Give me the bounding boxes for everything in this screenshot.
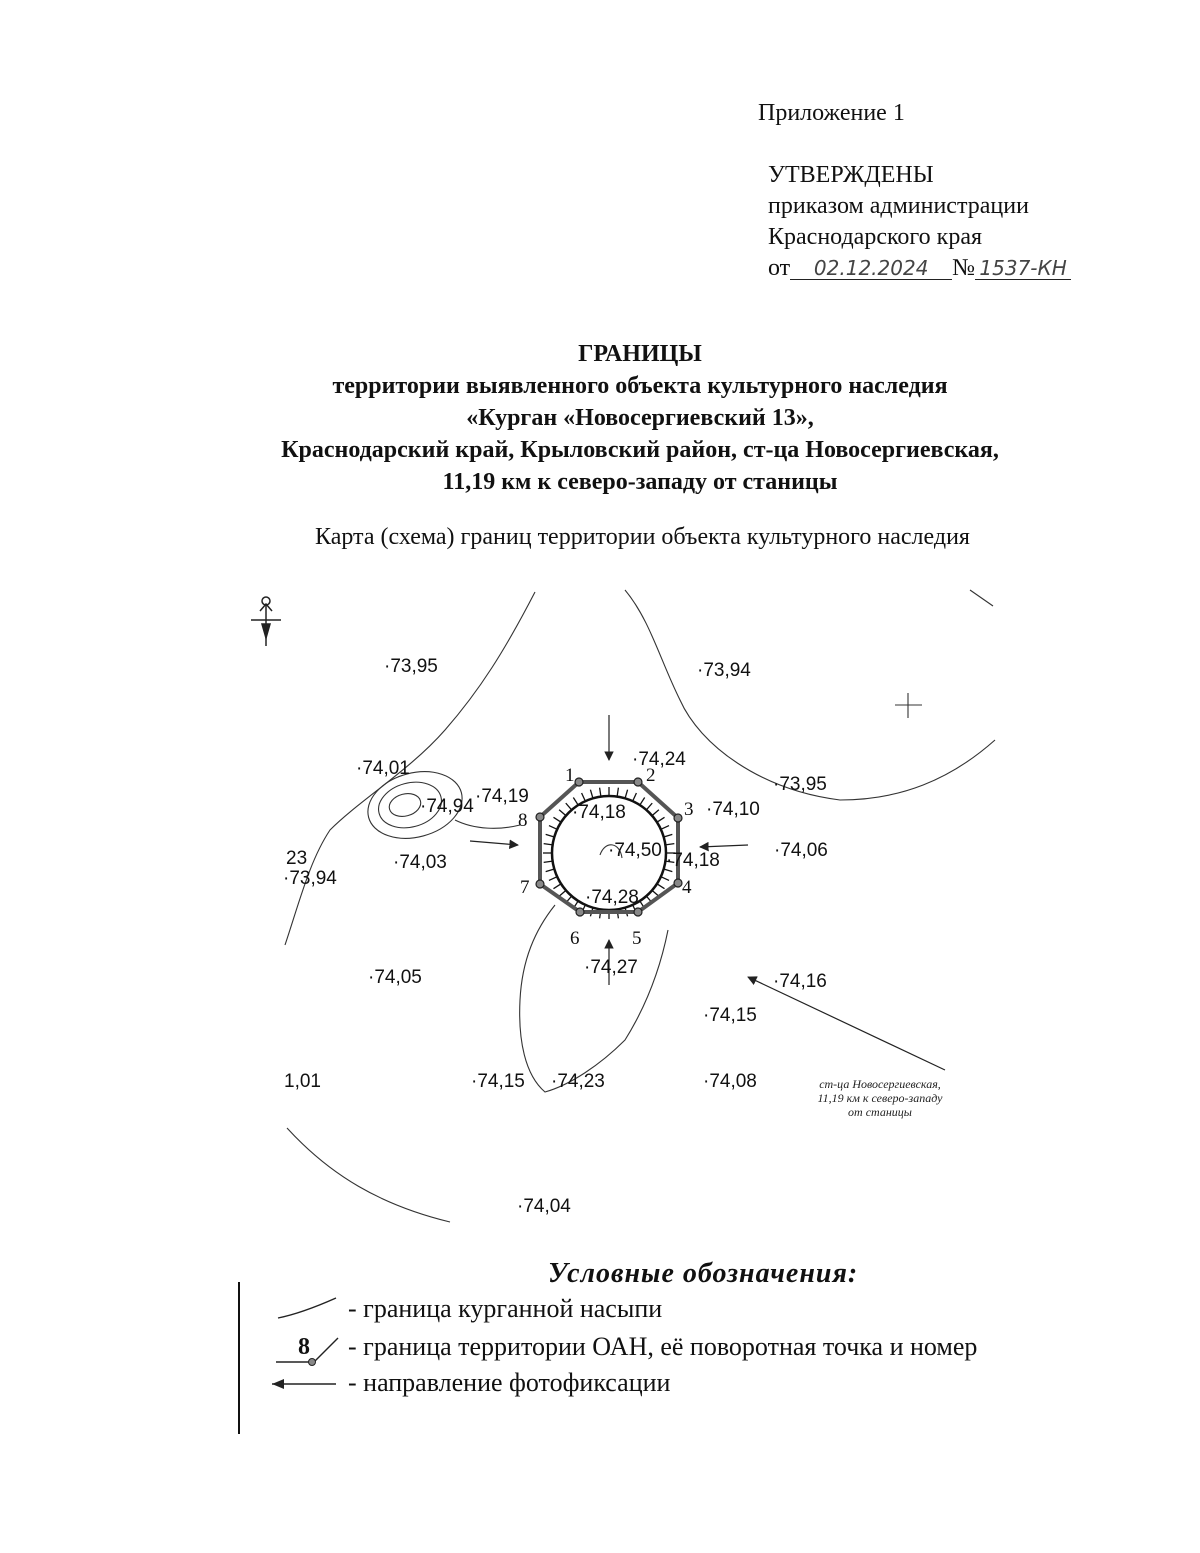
- hachure-tick: [664, 834, 673, 837]
- approval-order: приказом администрации: [768, 193, 1029, 219]
- elevation-label: ·74,28: [585, 887, 639, 908]
- elevation-label: ·74,04: [517, 1196, 571, 1217]
- approval-block: [768, 160, 1071, 284]
- elevation-label: ·74,15: [703, 1005, 757, 1026]
- boundary-point-number: 1: [565, 765, 575, 786]
- elevation-label: ·74,23: [551, 1071, 605, 1092]
- legend-divider: [238, 1282, 240, 1434]
- boundary-point-number: 4: [682, 877, 692, 898]
- location-note-line: ст-ца Новосергиевская,: [819, 1077, 941, 1091]
- boundary-point-number: 3: [684, 799, 694, 820]
- legend-item-label: - граница территории ОАН, её поворотная точка и номер: [348, 1332, 978, 1361]
- elevation-label: ·74,08: [703, 1071, 757, 1092]
- elevation-label: ·74,05: [368, 967, 422, 988]
- appendix-label: Приложение 1: [758, 100, 905, 126]
- elevation-label: 23: [286, 848, 308, 869]
- approval-date: 02.12.2024: [813, 256, 929, 280]
- hachure-tick: [544, 844, 553, 845]
- hachure-tick: [665, 844, 674, 845]
- hachure-tick: [566, 803, 572, 810]
- hachure-tick: [546, 834, 555, 837]
- elevation-label: ·73,95: [773, 774, 827, 795]
- hachure-tick: [625, 790, 628, 799]
- territory-point-sample-icon: [258, 1330, 348, 1370]
- legend-title: Условные обозначения:: [548, 1258, 859, 1289]
- location-note-line: 11,19 км к северо-западу: [817, 1091, 943, 1105]
- hachure-tick: [582, 793, 586, 801]
- hachure-tick: [553, 817, 561, 822]
- legend-item-label: - граница курганной насыпи: [348, 1294, 663, 1323]
- approval-date-line: [768, 253, 1071, 284]
- legend-item-label: - направление фотофиксации: [348, 1368, 671, 1397]
- boundary-map: [0, 570, 1200, 1250]
- elevation-label: ·73,94: [697, 660, 751, 681]
- hachure-tick: [657, 817, 665, 822]
- hachure-tick: [546, 869, 555, 872]
- elevation-label: ·74,27: [584, 957, 638, 978]
- mound-boundary-sample-icon: [258, 1292, 348, 1328]
- approval-authority: Краснодарского края: [768, 224, 983, 250]
- boundary-point-number: 7: [520, 877, 530, 898]
- approval-date-field: [790, 257, 952, 280]
- hachure-tick: [559, 890, 566, 896]
- hachure-tick: [640, 797, 645, 805]
- hachure-tick: [549, 877, 557, 881]
- approval-number: 1537-КН: [979, 256, 1067, 280]
- elevation-label: ·74,24: [632, 749, 686, 770]
- hachure-tick: [646, 803, 652, 810]
- terrain-contours: [285, 590, 995, 1222]
- approval-number-label: №: [952, 255, 976, 281]
- hachure-tick: [544, 861, 553, 862]
- elevation-label: ·74,94: [420, 796, 474, 817]
- elevation-label: ·74,06: [774, 840, 828, 861]
- photo-direction-sample-icon: [258, 1366, 348, 1402]
- elevation-label: ·73,94: [283, 868, 337, 889]
- title-line-1: ГРАНИЦЫ: [578, 341, 702, 367]
- elevation-label: ·74,18: [572, 802, 626, 823]
- boundary-point-number: 2: [646, 765, 656, 786]
- hachure-tick: [549, 826, 557, 830]
- north-arrow-icon: [251, 597, 281, 646]
- hachure-tick: [661, 877, 669, 881]
- boundary-point-number: 8: [518, 810, 528, 831]
- elevation-label: ·74,50: [608, 840, 662, 861]
- hachure-tick: [617, 788, 618, 797]
- hachure-tick: [657, 884, 665, 889]
- elevation-label: ·74,19: [475, 786, 529, 807]
- document-title: [0, 338, 1200, 498]
- hachure-tick: [661, 826, 669, 830]
- elevation-label: ·74,15: [471, 1071, 525, 1092]
- legend: [238, 1258, 1138, 1438]
- approval-title: УТВЕРЖДЕНЫ: [768, 162, 934, 188]
- elevation-label: ·74,18: [666, 850, 720, 871]
- title-line-3: «Курган «Новосергиевский 13»,: [466, 405, 814, 431]
- elevation-label: ·73,95: [384, 656, 438, 677]
- hachure-tick: [633, 793, 637, 801]
- title-line-4: Краснодарский край, Крыловский район, ст-ца Новосергиевская,: [281, 437, 999, 463]
- elevation-label: ·74,16: [773, 971, 827, 992]
- title-line-2: территории выявленного объекта культурного наследия: [332, 373, 948, 399]
- sample-point-number: 8: [298, 1334, 310, 1360]
- hachure-tick: [553, 884, 561, 889]
- elevation-label: 1,01: [284, 1071, 321, 1092]
- elevation-label: ·74,01: [356, 758, 410, 779]
- boundary-point-number: 6: [570, 928, 580, 949]
- elevation-label: ·74,10: [706, 799, 760, 820]
- hachure-tick: [652, 810, 659, 816]
- hachure-tick: [600, 788, 601, 797]
- hachure-tick: [590, 790, 593, 799]
- map-caption: Карта (схема) границ территории объекта культурного наследия: [315, 524, 970, 550]
- location-note-line: от станицы: [848, 1105, 912, 1119]
- approval-from-label: от: [768, 255, 791, 281]
- approval-number-field: [975, 257, 1071, 280]
- elevation-label: ·74,03: [393, 852, 447, 873]
- boundary-point-number: 5: [632, 928, 642, 949]
- title-line-5: 11,19 км к северо-западу от станицы: [442, 469, 838, 495]
- hachure-tick: [559, 810, 566, 816]
